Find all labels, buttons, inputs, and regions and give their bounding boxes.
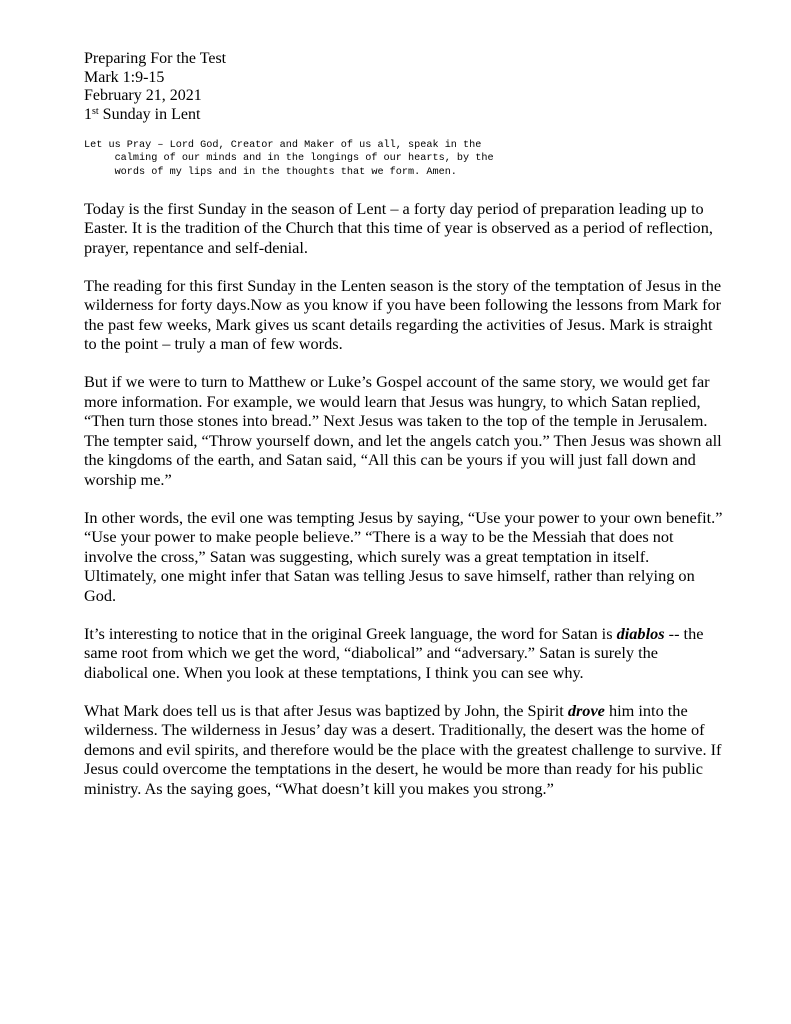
paragraph bbox=[84, 624, 724, 683]
paragraph-text: It’s interesting to notice that in the original Greek language, the word for Satan is bbox=[84, 623, 617, 643]
occasion-ordinal-suffix: st bbox=[92, 105, 99, 117]
paragraph-text: -- the same root from which we get the word, “diabolical” and “adversary.” Satan is surely the diabolical one. When you look at these temptations, I think you can see why. bbox=[84, 623, 704, 682]
scripture-reference: Mark 1:9-15 bbox=[84, 68, 165, 86]
paragraph-text: What Mark does tell us is that after Jesus was baptized by John, the Spirit bbox=[84, 700, 568, 720]
paragraph: Today is the first Sunday in the season of Lent – a forty day period of preparation leading up to Easter. It is the tradition of the Church that this time of year is observed as a period of reflection, prayer, repentance and self-denial. bbox=[84, 198, 713, 257]
paragraph-text: him into the wilderness. The wilderness in Jesus’ day was a desert. Traditionally, the desert was the home of demons and evil spirits, and therefore would be the place with the greatest challenge to survive. If Jesus could overcome the temptations in the desert, he would be more than ready for his public ministry. As the saying goes, “What doesn’t kill you makes you strong.” bbox=[84, 700, 722, 798]
paragraph bbox=[84, 701, 724, 799]
occasion-text: Sunday in Lent bbox=[98, 105, 201, 123]
prayer-line: calming of our minds and in the longings of our hearts, by the bbox=[84, 153, 494, 165]
paragraph: The reading for this first Sunday in the Lenten season is the story of the temptation of Jesus in the wilderness for forty days.Now as you know if you have been following the lessons from Mark for the past few weeks, Mark gives us scant details regarding the activities of Jesus. Mark is straight to the point – truly a man of few words. bbox=[84, 275, 722, 354]
paragraph: In other words, the evil one was tempting Jesus by saying, “Use your power to your own benefit.” “Use your power to make people believe.” “There is a way to be the Messiah that does not involve the cross,” Satan was suggesting, which surely was a great temptation in itself. Ultimately, one might infer that Satan was telling Jesus to save himself, rather than relying on God. bbox=[84, 507, 723, 605]
sermon-body bbox=[84, 199, 724, 799]
emphasized-word: drove bbox=[567, 700, 605, 720]
liturgical-occasion bbox=[84, 106, 721, 125]
opening-prayer bbox=[84, 139, 721, 179]
sermon-date: February 21, 2021 bbox=[84, 87, 202, 104]
prayer-line: words of my lips and in the thoughts that we form. Amen. bbox=[84, 166, 457, 178]
sermon-title: Preparing For the Test bbox=[84, 50, 227, 67]
sermon-header bbox=[84, 50, 721, 124]
occasion-number: 1 bbox=[84, 105, 92, 123]
paragraph: But if we were to turn to Matthew or Luke’s Gospel account of the same story, we would get far more information. For example, we would learn that Jesus was hungry, to which Satan replied, “Then turn those stones into bread.” Next Jesus was taken to the top of the temple in Jerusalem. The tempter said, “Throw yourself down, and let the angels catch you.” Then Jesus was shown all the kingdoms of the earth, and Satan said, “All this can be yours if you will just fall down and worship me.” bbox=[84, 372, 722, 489]
prayer-line: Let us Pray – Lord God, Creator and Maker of us all, speak in the bbox=[84, 140, 482, 151]
emphasized-word: diablos bbox=[616, 623, 665, 643]
